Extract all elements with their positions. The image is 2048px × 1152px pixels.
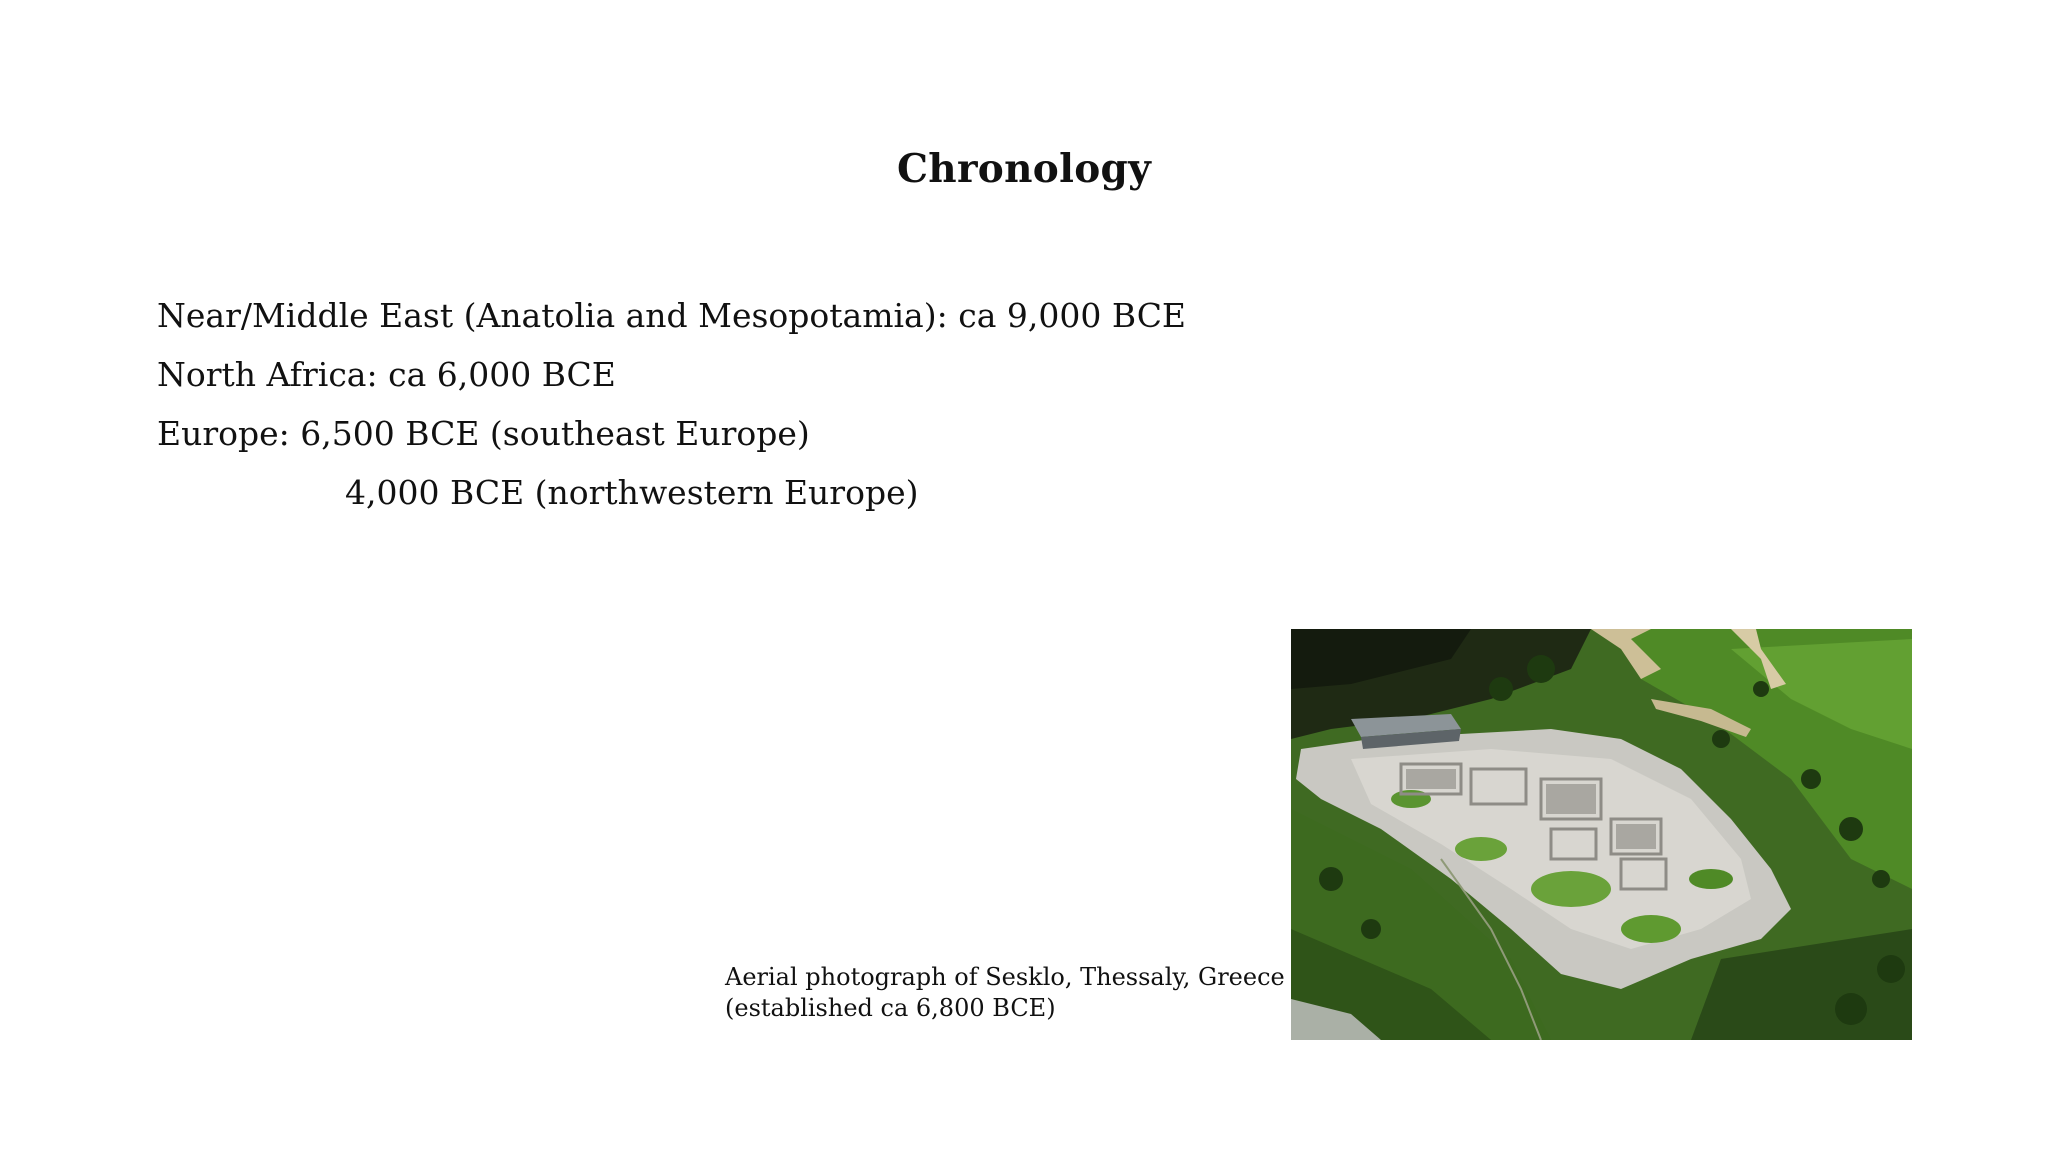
sesklo-aerial-photo: [1291, 629, 1912, 1040]
chronology-line-europe-northwest: 4,000 BCE (northwestern Europe): [345, 473, 919, 512]
chronology-line-europe-southeast: Europe: 6,500 BCE (southeast Europe): [157, 414, 810, 453]
chronology-line-near-east: Near/Middle East (Anatolia and Mesopotamia): ca 9,000 BCE: [157, 296, 1187, 335]
photo-caption: [725, 962, 1285, 1024]
slide-title: Chronology: [896, 146, 1152, 192]
photo-caption-line-1: Aerial photograph of Sesklo, Thessaly, Greece: [725, 963, 1285, 991]
chronology-line-north-africa: North Africa: ca 6,000 BCE: [157, 355, 616, 394]
chronology-list: [157, 286, 1186, 522]
photo-caption-line-2: (established ca 6,800 BCE): [725, 994, 1056, 1022]
